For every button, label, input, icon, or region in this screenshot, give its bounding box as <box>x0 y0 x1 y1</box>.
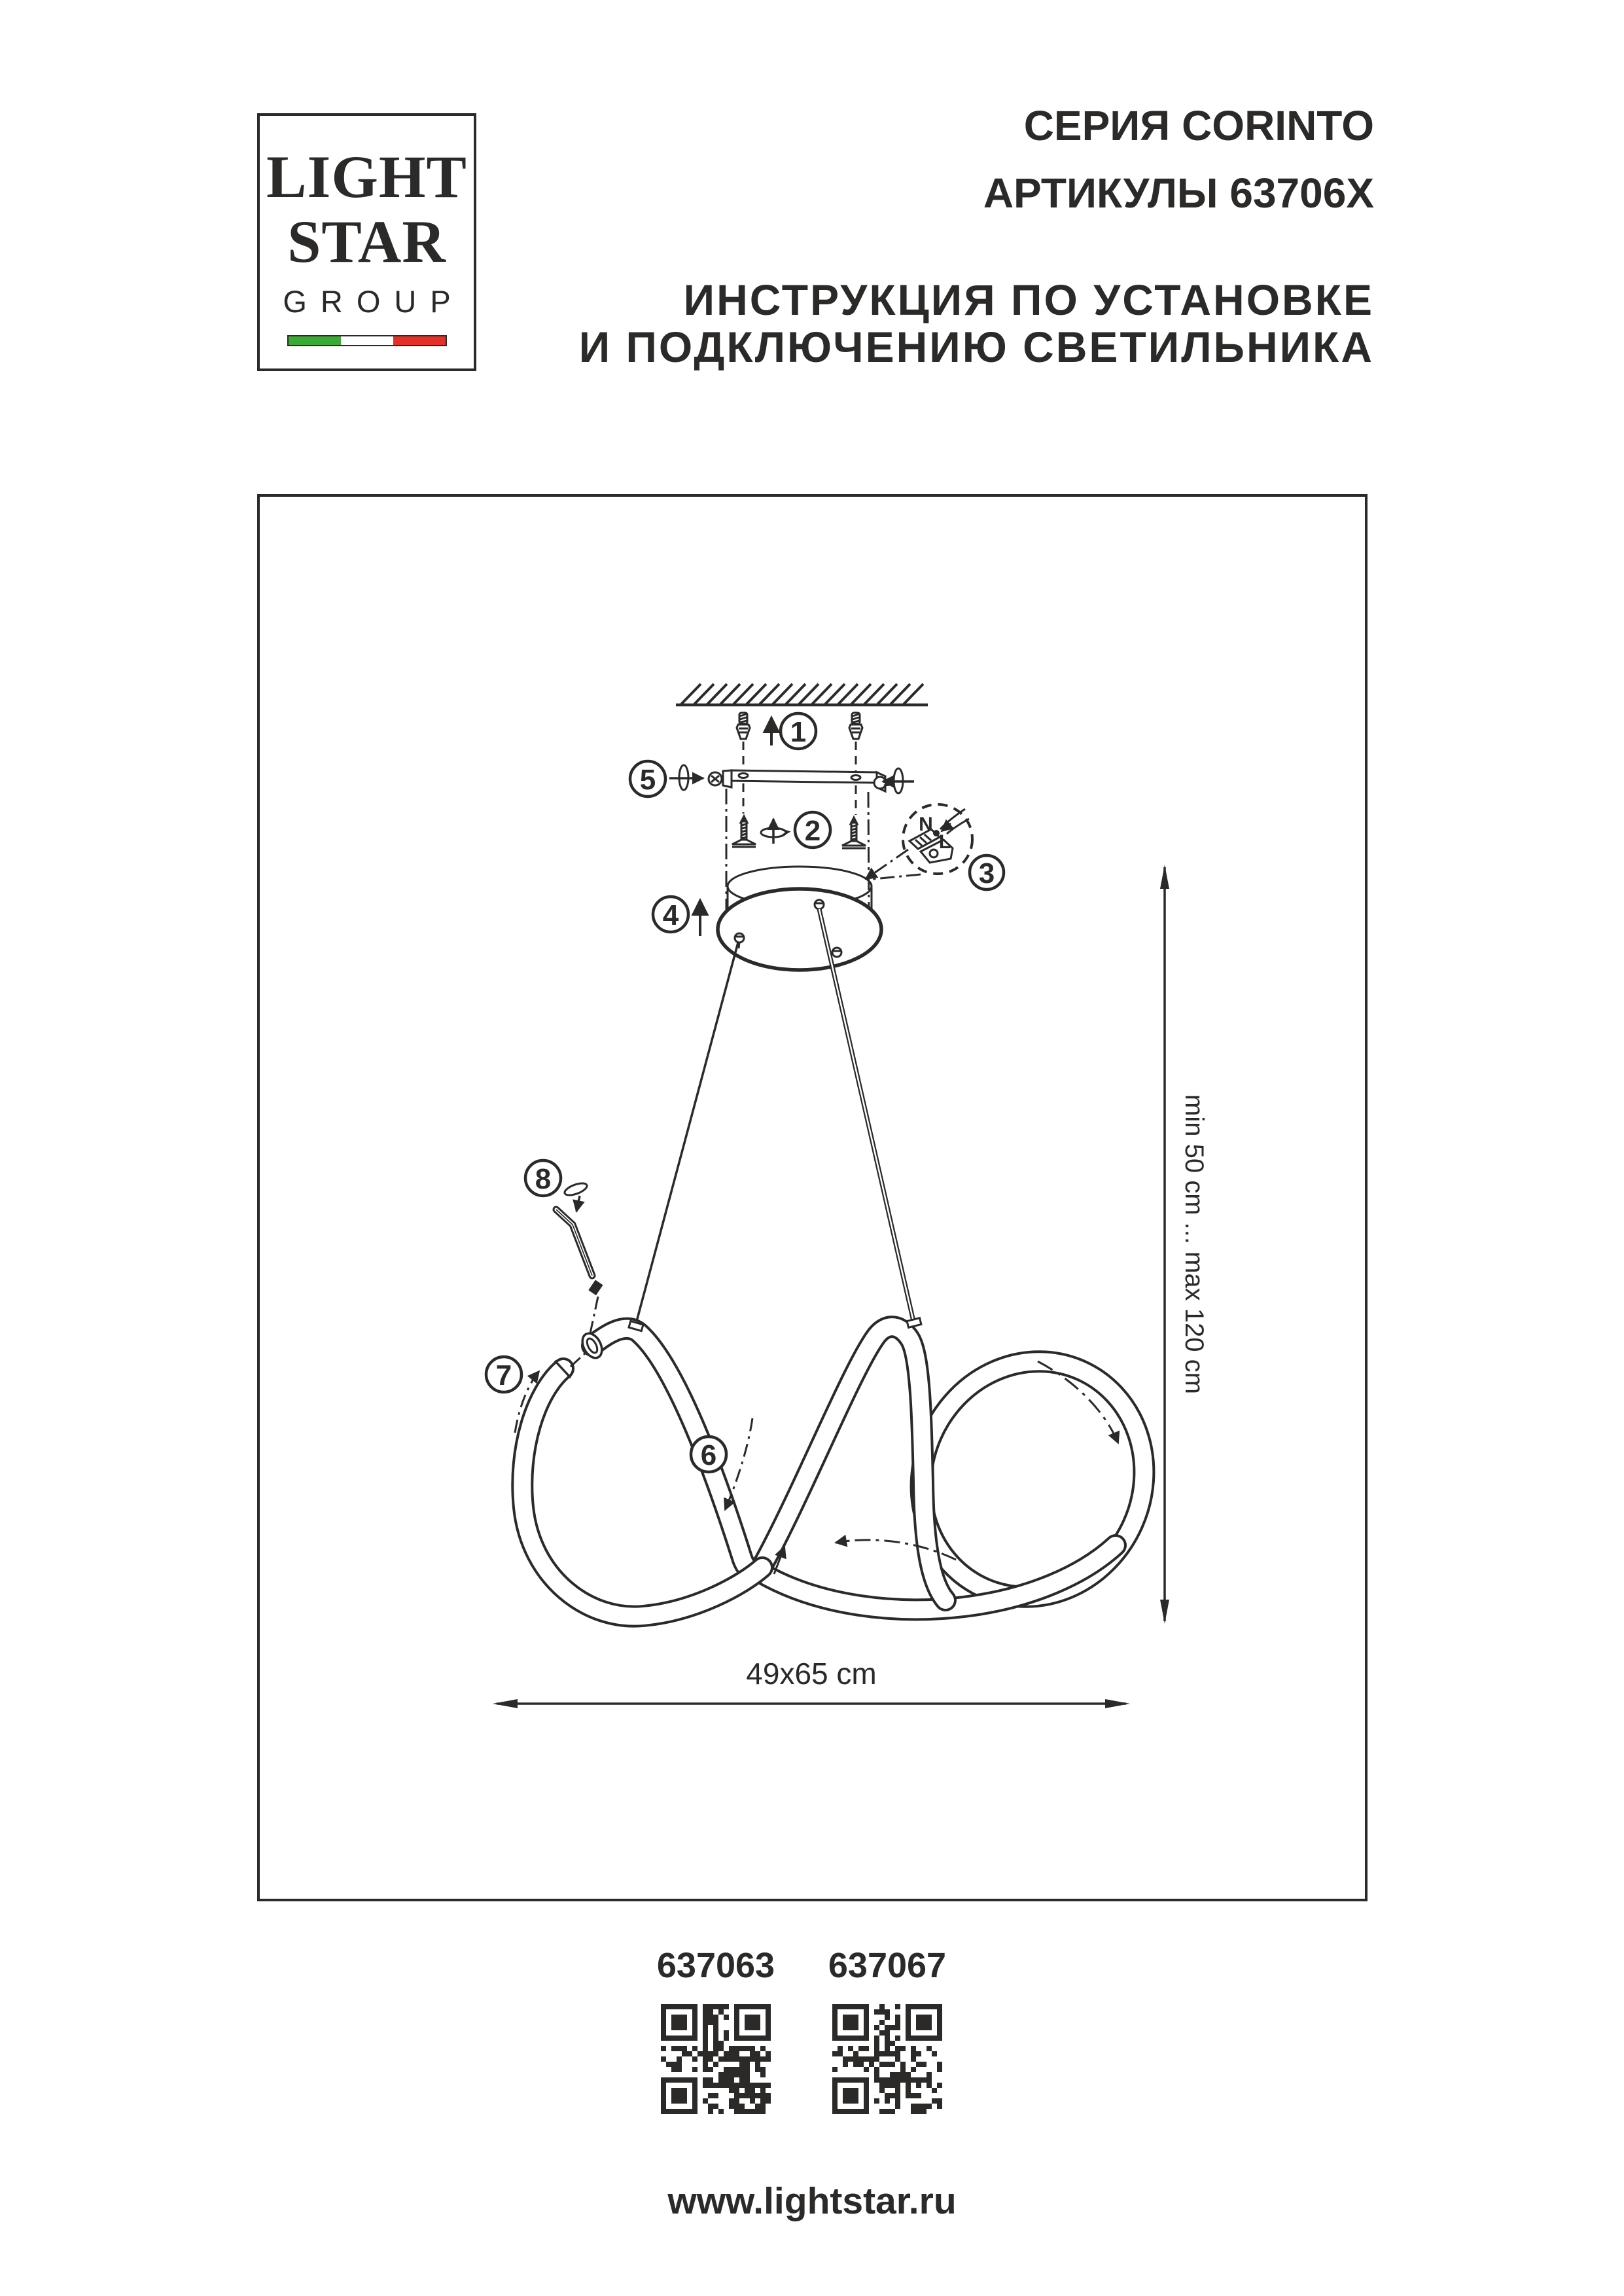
logo-word-group: GROUP <box>283 284 465 319</box>
callout-1-number: 1 <box>790 716 807 748</box>
article-number-2: 637067 <box>828 1946 947 1985</box>
instruction-title-line1: ИНСТРУКЦИЯ ПО УСТАНОВКЕ <box>683 276 1374 324</box>
flag-red <box>393 336 446 345</box>
flag-white <box>341 336 393 345</box>
height-range-label: min 50 cm ... max 120 cm <box>1180 1094 1209 1394</box>
installation-diagram <box>257 494 1368 1901</box>
canopy <box>718 867 881 970</box>
set-screw <box>590 1282 601 1294</box>
logo-word-star: STAR <box>287 208 446 275</box>
logo-word-light: LIGHT <box>266 143 467 210</box>
wire-n-label: N <box>919 814 933 835</box>
cable-clip-right <box>907 1318 921 1328</box>
allen-key <box>556 1210 592 1276</box>
callout-2-number: 2 <box>804 815 821 847</box>
wall-anchor-right <box>849 713 862 739</box>
width-dim-label: 49x65 cm <box>746 1657 877 1691</box>
rotation-icon-8 <box>563 1181 589 1211</box>
callout-7-number: 7 <box>495 1359 512 1391</box>
ceiling-hatch <box>676 684 928 705</box>
callout-4-number: 4 <box>662 899 679 931</box>
mounting-screw-right <box>842 817 866 848</box>
callout-6-number: 6 <box>700 1439 717 1471</box>
lightstar-logo <box>257 113 476 371</box>
wall-anchor-left <box>737 713 750 739</box>
callout-3-number: 3 <box>978 857 995 889</box>
instruction-title-line2: И ПОДКЛЮЧЕНИЮ СВЕТИЛЬНИКА <box>578 323 1374 371</box>
callout-5-number: 5 <box>639 764 656 796</box>
qr-code-637067 <box>828 2000 947 2119</box>
bracket-screw-right <box>874 777 891 789</box>
rotation-icon-right <box>883 768 914 793</box>
series-title: СЕРИЯ CORINTO <box>1023 102 1374 149</box>
height-dimension <box>1160 865 1169 1624</box>
lamp-tube <box>522 1325 1181 1632</box>
website-url: www.lightstar.ru <box>667 2180 957 2222</box>
flag-green <box>289 336 341 345</box>
callout-8-number: 8 <box>535 1163 552 1195</box>
qr-code-637063 <box>656 2000 775 2119</box>
suspension-cables <box>635 909 914 1326</box>
diagram-frame <box>257 494 1368 1901</box>
wire-l-label: L <box>938 831 951 853</box>
mounting-bracket <box>723 770 885 791</box>
articles-title: АРТИКУЛЫ 63706X <box>983 170 1374 217</box>
bracket-screw-left <box>709 772 722 785</box>
italian-flag-bar <box>287 335 447 346</box>
mounting-screw-left <box>732 816 756 847</box>
rotation-icon-left <box>669 765 703 790</box>
rotation-icon-screws <box>761 819 788 844</box>
article-number-1: 637063 <box>656 1946 775 1985</box>
width-dimension <box>493 1699 1130 1708</box>
